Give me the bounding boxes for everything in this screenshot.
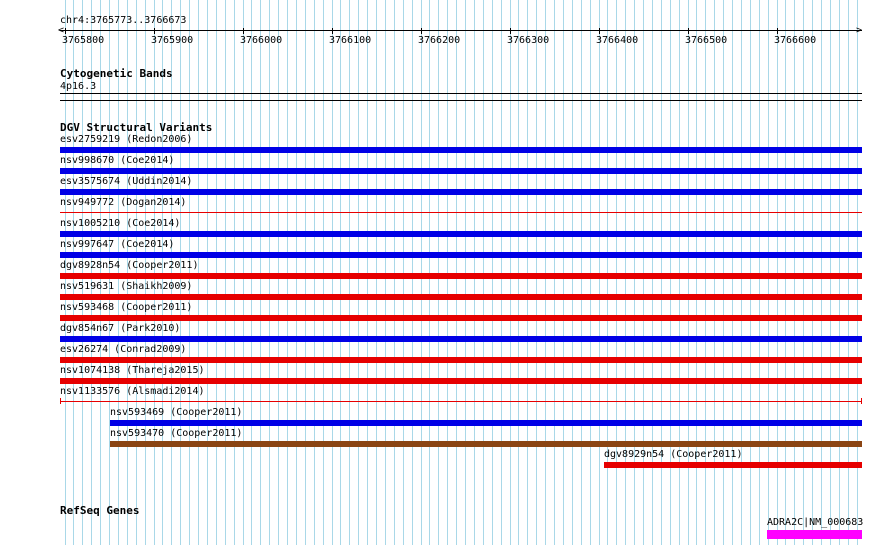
variant-label[interactable]: nsv1133576 (Alsmadi2014)	[60, 386, 205, 397]
variant-label[interactable]: nsv1074138 (Thareja2015)	[60, 365, 205, 376]
variant-bar[interactable]	[60, 189, 862, 195]
variant-label[interactable]: esv2759219 (Redon2006)	[60, 134, 193, 145]
ruler-tick-label: 3766500	[685, 35, 728, 46]
variant-label[interactable]: nsv593468 (Cooper2011)	[60, 302, 193, 313]
variant-label[interactable]: esv3575674 (Uddin2014)	[60, 176, 193, 187]
refseq-track-title: RefSeq Genes	[60, 504, 140, 517]
variant-label[interactable]: nsv593469 (Cooper2011)	[110, 407, 243, 418]
ruler-tick	[688, 28, 689, 34]
cytoband-bar-bottom	[60, 100, 862, 101]
variant-label[interactable]: nsv1005210 (Coe2014)	[60, 218, 181, 229]
variant-label[interactable]: nsv593470 (Cooper2011)	[110, 428, 243, 439]
variant-bar-endcap	[60, 398, 61, 404]
ruler-right-arrow: >	[856, 25, 863, 36]
variant-bar[interactable]	[60, 357, 862, 363]
ruler-tick	[243, 28, 244, 34]
ruler-tick-label: 3766200	[418, 35, 461, 46]
variant-label[interactable]: nsv998670 (Coe2014)	[60, 155, 175, 166]
variant-bar[interactable]	[60, 401, 862, 402]
ruler-tick	[65, 28, 66, 34]
ruler-tick-label: 3766100	[329, 35, 372, 46]
ruler-tick	[777, 28, 778, 34]
cytoband-bar-top	[60, 93, 862, 94]
cytoband-label: 4p16.3	[60, 81, 97, 92]
variant-bar[interactable]	[60, 378, 862, 384]
variant-bar[interactable]	[60, 294, 862, 300]
ruler-tick	[332, 28, 333, 34]
variant-label[interactable]: nsv519631 (Shaikh2009)	[60, 281, 193, 292]
variant-label[interactable]: dgv8929n54 (Cooper2011)	[604, 449, 743, 460]
ruler-tick	[599, 28, 600, 34]
ruler-tick-label: 3765800	[62, 35, 105, 46]
ruler-tick	[510, 28, 511, 34]
variant-bar[interactable]	[60, 315, 862, 321]
ruler-left-arrow: <	[58, 25, 65, 36]
variant-bar[interactable]	[60, 168, 862, 174]
ruler-tick-label: 3765900	[151, 35, 194, 46]
ruler-axis	[60, 30, 862, 31]
ruler-tick-label: 3766600	[774, 35, 817, 46]
dgv-track-title: DGV Structural Variants	[60, 121, 213, 134]
variant-bar[interactable]	[60, 273, 862, 279]
variant-bar[interactable]	[60, 147, 862, 153]
variant-bar[interactable]	[110, 441, 862, 447]
variant-label[interactable]: dgv8928n54 (Cooper2011)	[60, 260, 199, 271]
variant-label[interactable]: nsv997647 (Coe2014)	[60, 239, 175, 250]
variant-label[interactable]: dgv854n67 (Park2010)	[60, 323, 181, 334]
gene-bar[interactable]	[767, 530, 862, 539]
region-label: chr4:3765773..3766673	[60, 15, 187, 26]
cytoband-track-title: Cytogenetic Bands	[60, 67, 173, 80]
variant-label[interactable]: esv26274 (Conrad2009)	[60, 344, 187, 355]
variant-bar[interactable]	[60, 336, 862, 342]
ruler-tick-label: 3766400	[596, 35, 639, 46]
variant-bar[interactable]	[110, 420, 862, 426]
variant-label[interactable]: nsv949772 (Dogan2014)	[60, 197, 187, 208]
variant-bar[interactable]	[60, 212, 862, 213]
gene-label[interactable]: ADRA2C|NM_000683	[767, 517, 864, 528]
ruler-tick	[154, 28, 155, 34]
ruler-tick	[421, 28, 422, 34]
variant-bar-endcap	[861, 398, 862, 404]
ruler-tick-label: 3766000	[240, 35, 283, 46]
variant-bar[interactable]	[60, 252, 862, 258]
ruler-tick-label: 3766300	[507, 35, 550, 46]
variant-bar[interactable]	[604, 462, 862, 468]
variant-bar[interactable]	[60, 231, 862, 237]
